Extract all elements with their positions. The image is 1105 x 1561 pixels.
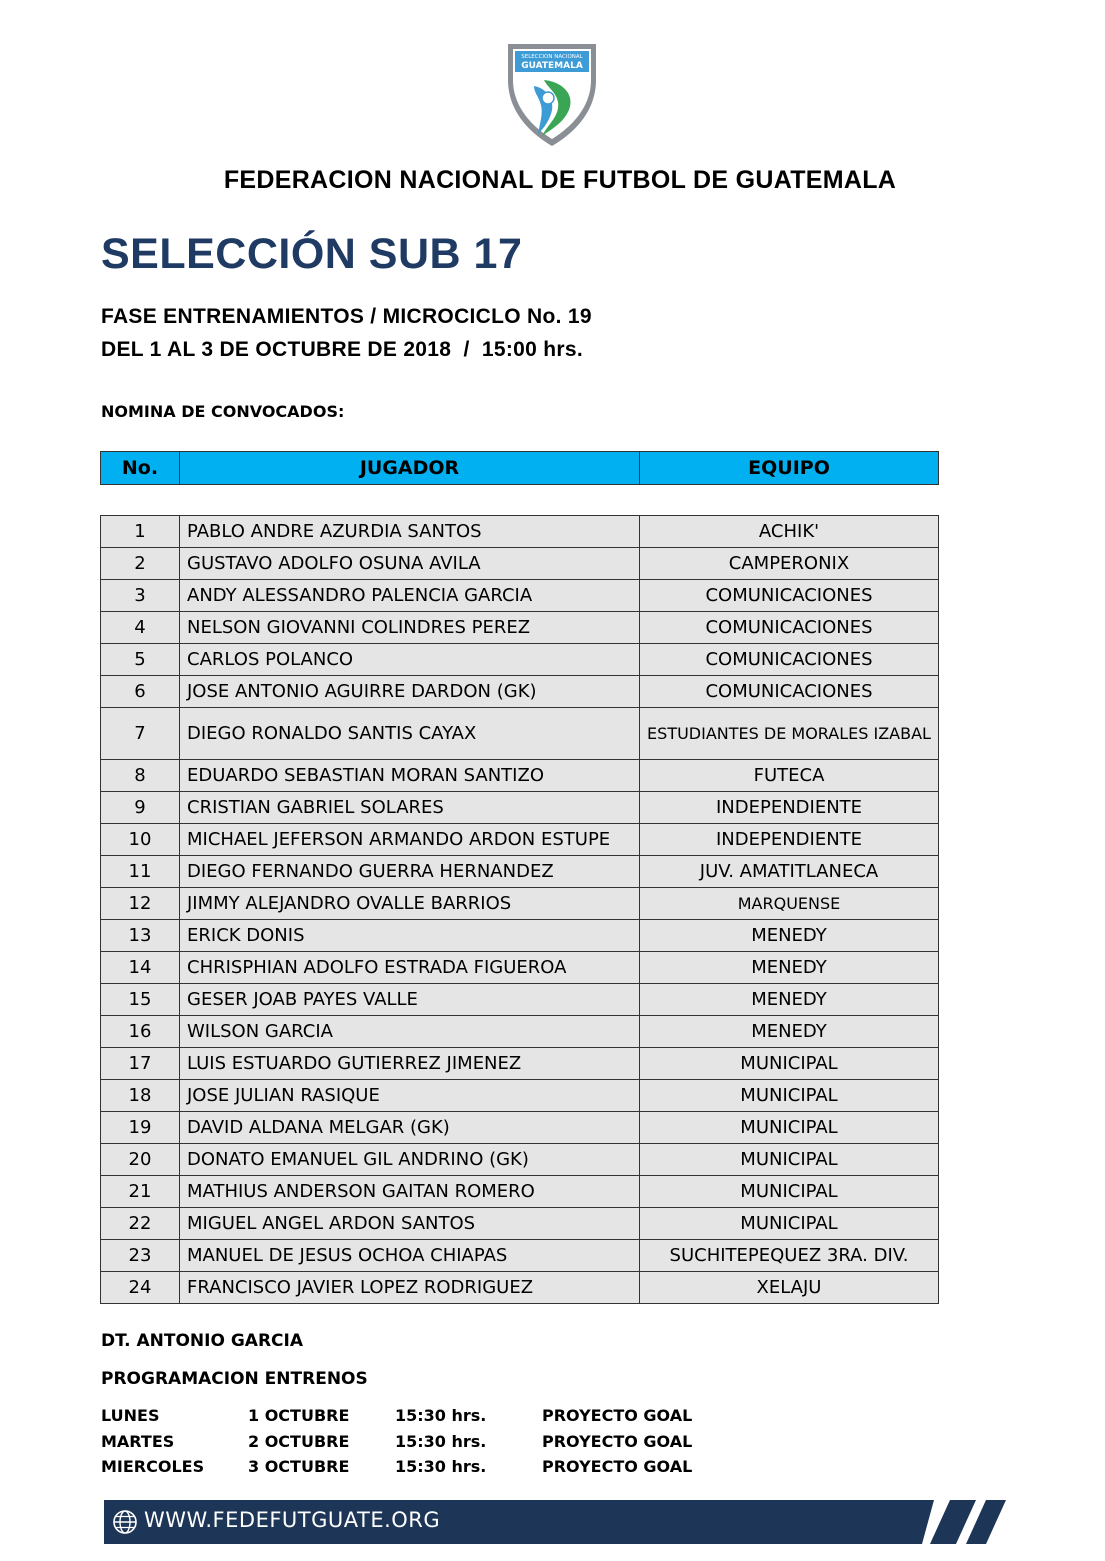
- player-name: DAVID ALDANA MELGAR (GK): [180, 1112, 640, 1144]
- player-name: ANDY ALESSANDRO PALENCIA GARCIA: [180, 580, 640, 612]
- date-subtitle: DEL 1 AL 3 DE OCTUBRE DE 2018 / 15:00 hrs.: [101, 338, 583, 361]
- roster-body: [101, 516, 939, 1304]
- row-number: 14: [101, 952, 180, 984]
- table-row: [101, 1112, 939, 1144]
- row-number: 20: [101, 1144, 180, 1176]
- row-number: 8: [101, 760, 180, 792]
- player-name: WILSON GARCIA: [180, 1016, 640, 1048]
- team-name: MUNICIPAL: [640, 1080, 939, 1112]
- row-number: 10: [101, 824, 180, 856]
- team-name: MUNICIPAL: [640, 1176, 939, 1208]
- player-name: CHRISPHIAN ADOLFO ESTRADA FIGUEROA: [180, 952, 640, 984]
- schedule-date: 3 OCTUBRE: [248, 1457, 350, 1476]
- schedule-date: 2 OCTUBRE: [248, 1431, 350, 1451]
- team-name: COMUNICACIONES: [640, 676, 939, 708]
- table-row: [101, 676, 939, 708]
- row-number: 13: [101, 920, 180, 952]
- team-name: MENEDY: [640, 1016, 939, 1048]
- table-row: [101, 1016, 939, 1048]
- table-row: [101, 824, 939, 856]
- team-name: MENEDY: [640, 952, 939, 984]
- row-number: 6: [101, 676, 180, 708]
- team-name: COMUNICACIONES: [640, 580, 939, 612]
- table-row: [101, 1272, 939, 1304]
- player-name: EDUARDO SEBASTIAN MORAN SANTIZO: [180, 760, 640, 792]
- player-name: JOSE ANTONIO AGUIRRE DARDON (GK): [180, 676, 640, 708]
- player-name: MANUEL DE JESUS OCHOA CHIAPAS: [180, 1240, 640, 1272]
- header-player: JUGADOR: [180, 452, 640, 485]
- player-name: GUSTAVO ADOLFO OSUNA AVILA: [180, 548, 640, 580]
- team-name: INDEPENDIENTE: [640, 824, 939, 856]
- team-name: MUNICIPAL: [640, 1048, 939, 1080]
- table-row: [101, 1176, 939, 1208]
- player-name: GESER JOAB PAYES VALLE: [180, 984, 640, 1016]
- table-row: [101, 548, 939, 580]
- player-name: FRANCISCO JAVIER LOPEZ RODRIGUEZ: [180, 1272, 640, 1304]
- team-name: FUTECA: [640, 760, 939, 792]
- team-name: COMUNICACIONES: [640, 612, 939, 644]
- table-row: [101, 612, 939, 644]
- player-name: DIEGO RONALDO SANTIS CAYAX: [180, 708, 640, 760]
- schedule-place: PROYECTO GOAL: [542, 1457, 693, 1476]
- table-row: [101, 644, 939, 676]
- schedule-time: 15:30 hrs.: [395, 1431, 487, 1451]
- team-name: MUNICIPAL: [640, 1144, 939, 1176]
- table-row: [101, 984, 939, 1016]
- page-title: SELECCIÓN SUB 17: [101, 230, 523, 278]
- table-row: [101, 516, 939, 548]
- coach-label: DT. ANTONIO GARCIA: [101, 1331, 304, 1351]
- row-number: 24: [101, 1272, 180, 1304]
- federation-title: FEDERACION NACIONAL DE FUTBOL DE GUATEMALA: [223, 166, 897, 194]
- table-row: [101, 1144, 939, 1176]
- table-row: [101, 1208, 939, 1240]
- row-number: 15: [101, 984, 180, 1016]
- player-name: MATHIUS ANDERSON GAITAN ROMERO: [180, 1176, 640, 1208]
- table-row: [101, 952, 939, 984]
- player-name: MIGUEL ANGEL ARDON SANTOS: [180, 1208, 640, 1240]
- website-link[interactable]: WWW.FEDEFUTGUATE.ORG: [144, 1508, 441, 1532]
- row-number: 3: [101, 580, 180, 612]
- schedule-time: 15:30 hrs.: [395, 1457, 487, 1476]
- team-name: ESTUDIANTES DE MORALES IZABAL: [640, 708, 939, 760]
- table-row: [101, 580, 939, 612]
- roster-header-table: [100, 451, 939, 485]
- schedule-place: PROYECTO GOAL: [542, 1406, 693, 1425]
- team-name: CAMPERONIX: [640, 548, 939, 580]
- table-row: [101, 920, 939, 952]
- team-name: ACHIK': [640, 516, 939, 548]
- row-number: 19: [101, 1112, 180, 1144]
- team-name: JUV. AMATITLANECA: [640, 856, 939, 888]
- logo-ball: [542, 92, 554, 104]
- player-name: NELSON GIOVANNI COLINDRES PEREZ: [180, 612, 640, 644]
- row-number: 7: [101, 708, 180, 760]
- player-name: DONATO EMANUEL GIL ANDRINO (GK): [180, 1144, 640, 1176]
- row-number: 22: [101, 1208, 180, 1240]
- header-team: EQUIPO: [640, 452, 939, 485]
- schedule-day: LUNES: [101, 1406, 160, 1425]
- team-name: MENEDY: [640, 920, 939, 952]
- team-name: MUNICIPAL: [640, 1112, 939, 1144]
- logo-text-top: SELECCION NACIONAL: [521, 54, 583, 60]
- row-number: 21: [101, 1176, 180, 1208]
- schedule-day: MIERCOLES: [101, 1457, 205, 1476]
- row-number: 18: [101, 1080, 180, 1112]
- table-row: [101, 792, 939, 824]
- player-name: JOSE JULIAN RASIQUE: [180, 1080, 640, 1112]
- schedule-time: 15:30 hrs.: [395, 1406, 487, 1425]
- nomina-label: NOMINA DE CONVOCADOS:: [101, 402, 345, 421]
- player-name: JIMMY ALEJANDRO OVALLE BARRIOS: [180, 888, 640, 920]
- header-no: No.: [101, 452, 180, 485]
- team-name: MUNICIPAL: [640, 1208, 939, 1240]
- table-row: [101, 708, 939, 760]
- team-name: SUCHITEPEQUEZ 3RA. DIV.: [640, 1240, 939, 1272]
- table-row: [101, 1048, 939, 1080]
- row-number: 16: [101, 1016, 180, 1048]
- team-name: COMUNICACIONES: [640, 644, 939, 676]
- row-number: 12: [101, 888, 180, 920]
- table-row: [101, 856, 939, 888]
- globe-icon: [112, 1509, 138, 1535]
- schedule-day: MARTES: [101, 1431, 175, 1451]
- table-row: [101, 888, 939, 920]
- schedule-place: PROYECTO GOAL: [542, 1431, 693, 1451]
- team-name: INDEPENDIENTE: [640, 792, 939, 824]
- table-row: [101, 1240, 939, 1272]
- federation-logo: [504, 40, 600, 150]
- row-number: 17: [101, 1048, 180, 1080]
- schedule-date: 1 OCTUBRE: [248, 1406, 350, 1425]
- player-name: ERICK DONIS: [180, 920, 640, 952]
- row-number: 1: [101, 516, 180, 548]
- team-name: MENEDY: [640, 984, 939, 1016]
- row-number: 5: [101, 644, 180, 676]
- roster-table: [100, 515, 939, 1304]
- player-name: CRISTIAN GABRIEL SOLARES: [180, 792, 640, 824]
- logo-text-main: GUATEMALA: [521, 61, 583, 71]
- row-number: 23: [101, 1240, 180, 1272]
- player-name: MICHAEL JEFERSON ARMANDO ARDON ESTUPE: [180, 824, 640, 856]
- team-name: XELAJU: [640, 1272, 939, 1304]
- player-name: CARLOS POLANCO: [180, 644, 640, 676]
- row-number: 11: [101, 856, 180, 888]
- team-name: MARQUENSE: [640, 888, 939, 920]
- schedule-title: PROGRAMACION ENTRENOS: [101, 1369, 368, 1389]
- player-name: LUIS ESTUARDO GUTIERREZ JIMENEZ: [180, 1048, 640, 1080]
- table-row: [101, 760, 939, 792]
- player-name: DIEGO FERNANDO GUERRA HERNANDEZ: [180, 856, 640, 888]
- player-name: PABLO ANDRE AZURDIA SANTOS: [180, 516, 640, 548]
- table-row: [101, 1080, 939, 1112]
- row-number: 4: [101, 612, 180, 644]
- row-number: 2: [101, 548, 180, 580]
- row-number: 9: [101, 792, 180, 824]
- phase-subtitle: FASE ENTRENAMIENTOS / MICROCICLO No. 19: [101, 305, 592, 328]
